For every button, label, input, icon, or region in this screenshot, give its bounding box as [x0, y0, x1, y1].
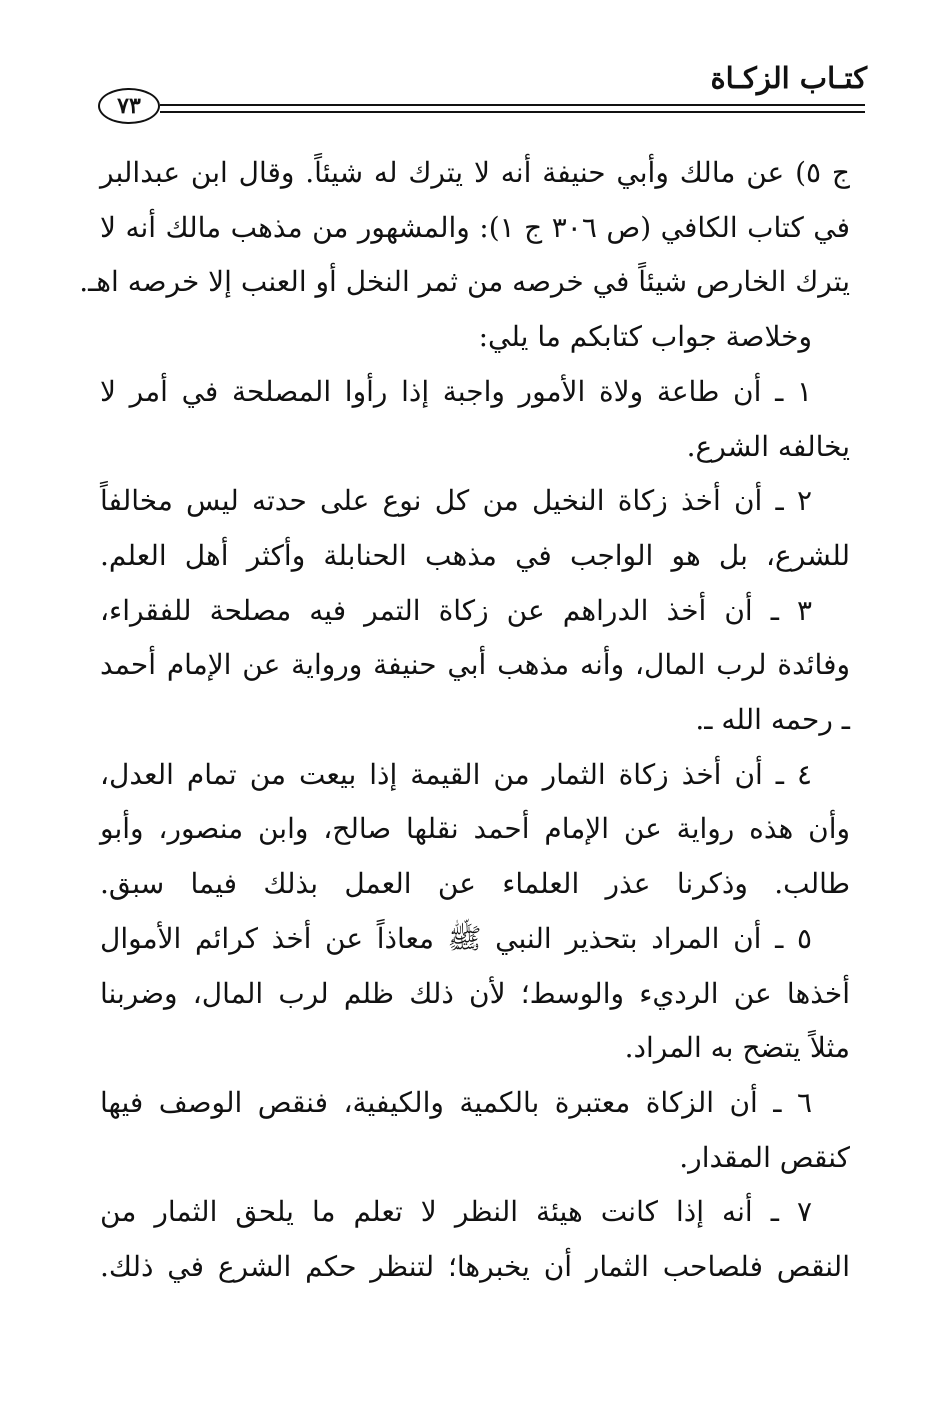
- text-line: يترك الخارص شيئاً في خرصه من ثمر النخل أو العنب إلا خرصه اهـ.: [79, 265, 850, 299]
- book-title: كتـاب الزكـاة: [710, 61, 867, 95]
- text-line: وخلاصة جواب كتابكم ما يلي:: [478, 320, 812, 354]
- text-line: وأن هذه رواية عن الإمام أحمد نقلها صالح، وابن منصور، وأبو: [100, 812, 850, 846]
- text-line: في كتاب الكافي (ص ٣٠٦ ج ١): والمشهور من مذهب مالك أنه لا: [100, 210, 850, 244]
- text-line: مثلاً يتضح به المراد.: [624, 1031, 850, 1065]
- body-text: [79, 146, 851, 1295]
- text-line: كنقص المقدار.: [679, 1140, 850, 1174]
- text-line: ٣ ـ أن أخذ الدراهم عن زكاة التمر فيه مصلحة للفقراء،: [100, 593, 812, 627]
- text-line: ٦ ـ أن الزكاة معتبرة بالكمية والكيفية، فنقص الوصف فيها: [100, 1085, 812, 1119]
- header-rule-bottom: [160, 111, 865, 113]
- text-line: النقص فلصاحب الثمار أن يخبرها؛ لتنظر حكم الشرع في ذلك.: [100, 1250, 850, 1284]
- text-line: أخذها عن الرديء والوسط؛ لأن ذلك ظلم لرب المال، وضربنا: [100, 976, 850, 1010]
- text-line: طالب. وذكرنا عذر العلماء عن العمل بذلك فيما سبق.: [100, 867, 850, 901]
- text-line: وفائدة لرب المال، وأنه مذهب أبي حنيفة ورواية عن الإمام أحمد: [100, 648, 850, 682]
- text-line: ٤ ـ أن أخذ زكاة الثمار من القيمة إذا بيعت من تمام العدل،: [100, 757, 812, 791]
- text-line: ١ ـ أن طاعة ولاة الأمور واجبة إذا رأوا المصلحة في أمر لا: [100, 374, 812, 408]
- page-number: ٧٣: [98, 88, 160, 124]
- text-line: ج ٥) عن مالك وأبي حنيفة أنه لا يترك له شيئاً. وقال ابن عبدالبر: [100, 156, 851, 189]
- text-line: يخالفه الشرع.: [686, 429, 850, 463]
- text-line: ٥ ـ أن المراد بتحذير النبي ﷺ معاذاً عن أخذ كرائم الأموال: [100, 921, 812, 955]
- text-line: للشرع، بل هو الواجب في مذهب الحنابلة وأكثر أهل العلم.: [100, 538, 850, 572]
- text-line: ٢ ـ أن أخذ زكاة النخيل من كل نوع على حدته ليس مخالفاً: [100, 484, 812, 518]
- text-line: ٧ ـ أنه إذا كانت هيئة النظر لا تعلم ما يلحق الثمار من: [100, 1195, 812, 1229]
- text-line: ـ رحمه الله ـ.: [695, 703, 850, 737]
- header-rule-top: [160, 104, 865, 106]
